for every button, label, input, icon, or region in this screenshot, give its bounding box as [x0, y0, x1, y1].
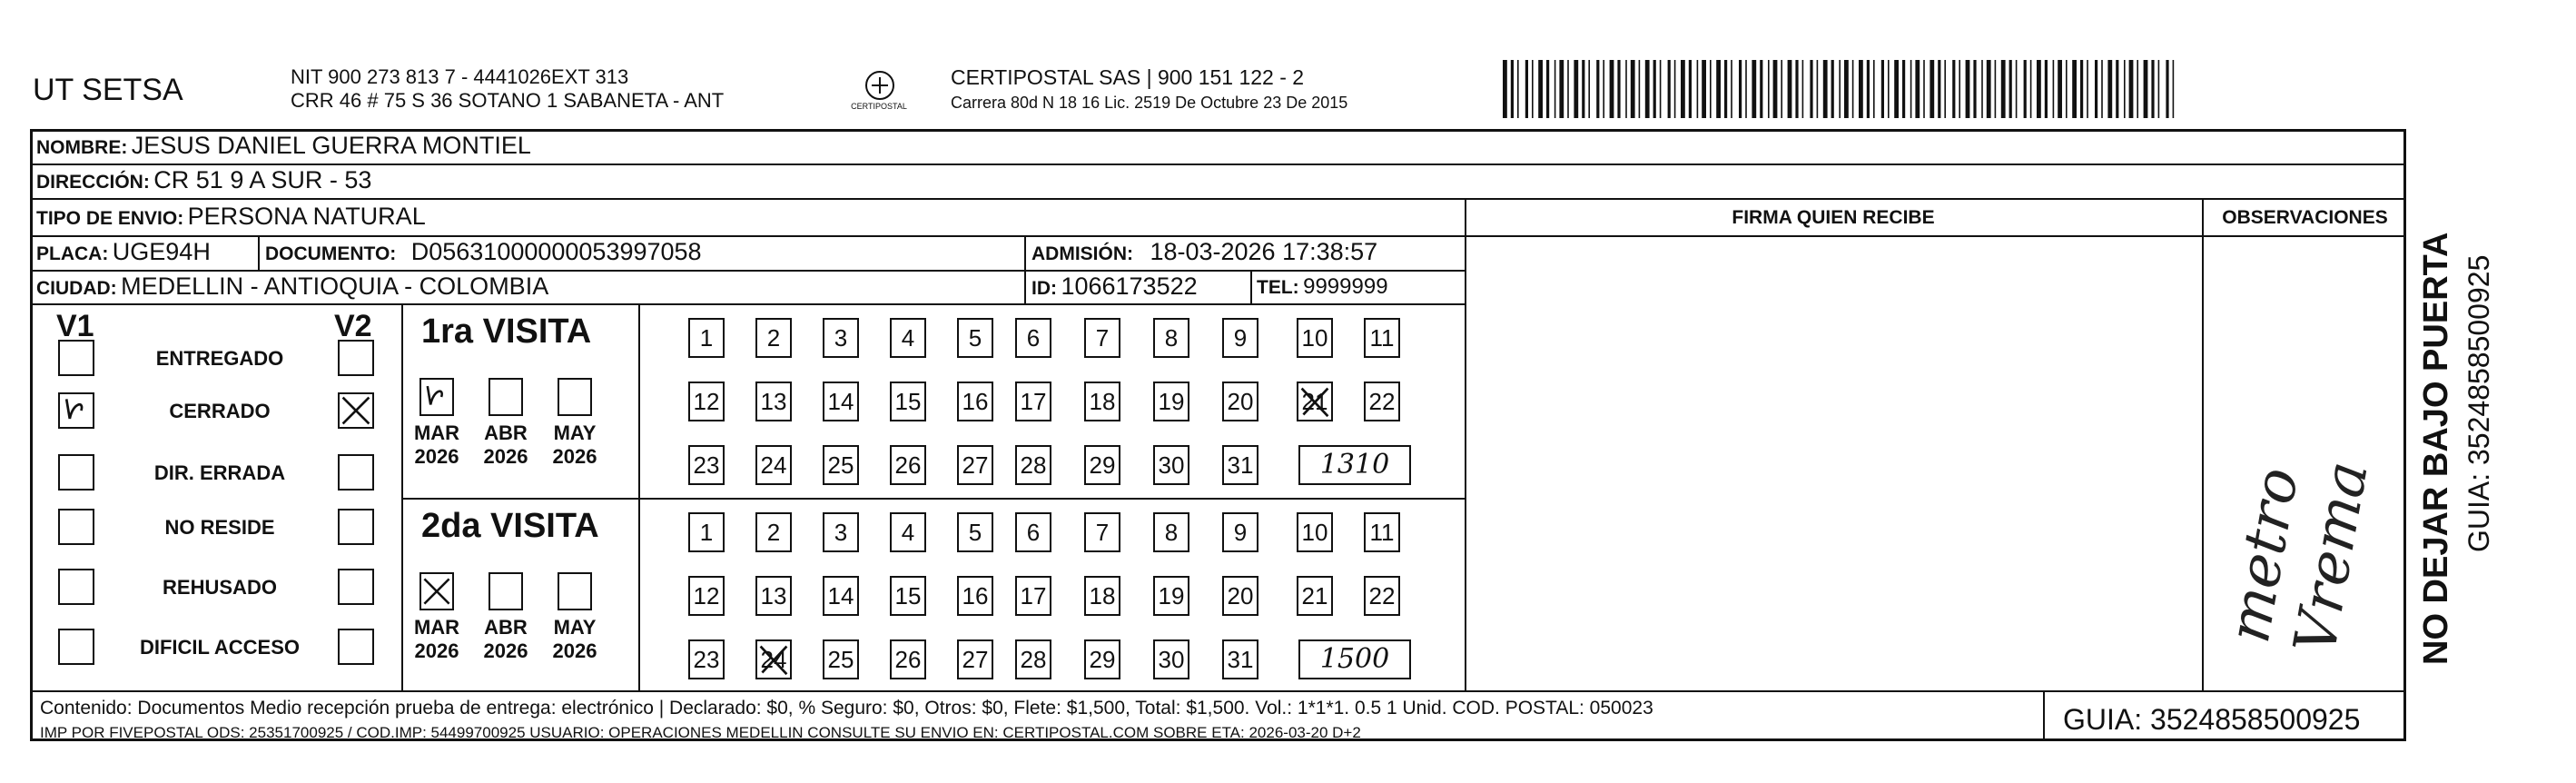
month-label [410, 616, 464, 663]
footer-guia [2063, 703, 2360, 737]
day-box[interactable]: 19 [1153, 576, 1189, 616]
license-line: Carrera 80d N 18 16 Lic. 2519 De Octubre 23 De 2015 [951, 94, 1348, 112]
month-label [548, 421, 602, 469]
barcode-bar [2080, 60, 2083, 118]
barcode-bar [1839, 60, 1841, 118]
tel-label: TEL: [1257, 277, 1299, 298]
direccion-value: CR 51 9 A SUR - 53 [153, 166, 372, 193]
documento-value: D05631000000053997058 [410, 238, 702, 265]
barcode-bar [2045, 60, 2048, 118]
visit-title: 2da VISITA [421, 507, 599, 545]
barcode-bar [1639, 60, 1641, 118]
barcode-bar [2107, 60, 2112, 118]
barcode-bar [2001, 60, 2006, 118]
guia-label: GUIA: [2063, 703, 2143, 736]
barcode-bar [2030, 60, 2032, 118]
day-box[interactable]: 5 [957, 512, 993, 552]
ciudad-value: MEDELLIN - ANTIOQUIA - COLOMBIA [121, 273, 549, 300]
ciudad-row [36, 273, 548, 301]
day-box[interactable]: 26 [890, 639, 926, 679]
visit-title: 1ra VISITA [421, 312, 592, 351]
id-value: 1066173522 [1061, 273, 1198, 300]
day-box[interactable]: 13 [755, 382, 792, 421]
barcode-bar [2137, 60, 2138, 118]
status-label: ENTREGADO [155, 347, 284, 370]
barcode-bar [1987, 60, 1991, 118]
day-box[interactable]: 30 [1153, 639, 1189, 679]
month-checkbox[interactable] [489, 572, 523, 610]
day-box[interactable]: 3 [823, 512, 859, 552]
side-guia: GUIA: 3524858500925 [2462, 254, 2495, 552]
barcode-bar [1981, 60, 1983, 118]
guia-value: 3524858500925 [2150, 703, 2361, 736]
barcode-bar [1567, 60, 1569, 118]
month-checkbox[interactable] [558, 572, 592, 610]
day-box[interactable]: 31 [1222, 445, 1258, 485]
day-box[interactable]: 4 [890, 512, 926, 552]
barcode-bar [1823, 60, 1828, 118]
barcode-bar [1873, 60, 1875, 118]
footer-imp-line: IMP POR FIVEPOSTAL ODS: 25351700925 / COD.IMP: 54499700925 USUARIO: OPERACIONES MEDELLIN CONSULTE SU ENVIO EN: CERTIPOSTAL.COM SOBRE ETA: 2026-03-20 D+2 [40, 724, 1361, 741]
barcode-bar [1915, 60, 1920, 118]
month-year: 2026 [414, 445, 459, 468]
barcode-bar [2166, 60, 2168, 118]
barcode-bar [1588, 60, 1590, 118]
barcode-bar [1645, 60, 1650, 118]
v2-checkbox[interactable] [338, 569, 374, 605]
barcode [1503, 60, 2179, 118]
status-label: REHUSADO [163, 576, 277, 599]
barcode-bar [1517, 60, 1519, 118]
day-box[interactable]: 23 [688, 445, 725, 485]
barcode-bar [2173, 60, 2175, 118]
barcode-bar [2158, 60, 2160, 118]
barcode-bar [1781, 60, 1782, 118]
day-box[interactable]: 21 [1297, 382, 1333, 421]
barcode-bar [1852, 60, 1854, 118]
day-box[interactable]: 6 [1015, 318, 1051, 358]
month-year: 2026 [414, 639, 459, 662]
barcode-bar [1938, 60, 1940, 118]
barcode-bar [1660, 60, 1662, 118]
certipostal-block [951, 65, 1347, 113]
barcode-bar [2058, 60, 2062, 118]
barcode-bar [1596, 60, 1599, 118]
barcode-bar [1689, 60, 1692, 118]
barcode-bar [1739, 60, 1742, 118]
barcode-bar [1752, 60, 1756, 118]
barcode-bar [2144, 60, 2148, 118]
barcode-bar [1603, 60, 1604, 118]
day-box[interactable]: 24 [755, 445, 792, 485]
barcode-bar [2116, 60, 2118, 118]
day-box[interactable]: 7 [1084, 318, 1120, 358]
day-box[interactable]: 23 [688, 639, 725, 679]
barcode-bar [1768, 60, 1770, 118]
barcode-bar [1681, 60, 1685, 118]
admision-label: ADMISIÓN: [1031, 243, 1133, 264]
observaciones-handwriting: metro Vrema [2216, 456, 2382, 659]
day-box[interactable]: 25 [823, 639, 859, 679]
barcode-bar [2124, 60, 2126, 118]
barcode-bar [1511, 60, 1514, 118]
day-box[interactable]: 29 [1084, 639, 1120, 679]
day-box[interactable]: 10 [1297, 512, 1333, 552]
barcode-bar [1788, 60, 1792, 118]
barcode-bar [1503, 60, 1507, 118]
day-box[interactable]: 28 [1015, 445, 1051, 485]
barcode-bar [1831, 60, 1834, 118]
barcode-bar [1902, 60, 1905, 118]
v1-header: V1 [56, 309, 94, 343]
barcode-bar [2151, 60, 2154, 118]
id-label: ID: [1031, 278, 1057, 299]
placa-value: UGE94H [112, 238, 211, 265]
day-box[interactable]: 12 [688, 382, 725, 421]
barcode-bar [1944, 60, 1946, 118]
barcode-bar [1910, 60, 1912, 118]
v1-checkbox[interactable] [58, 454, 94, 491]
v1-checkbox[interactable] [58, 569, 94, 605]
barcode-bar [1966, 60, 1970, 118]
check-mark-icon [60, 394, 93, 427]
day-box[interactable]: 6 [1015, 512, 1051, 552]
barcode-bar [1702, 60, 1706, 118]
day-box[interactable]: 4 [890, 318, 926, 358]
day-box[interactable]: 1 [688, 512, 725, 552]
day-box[interactable]: 18 [1084, 576, 1120, 616]
footer-contents: Contenido: Documentos Medio recepción prueba de entrega: electrónico | Declarado: $0, % Seguro: $0, Otros: $0, Flete: $1,500, Total: $1,500. Vol.: 1*1*1. 0.5 1 Unid. COD. POSTAL: 050023 [40, 698, 1653, 719]
status-label: NO RESIDE [164, 516, 275, 539]
barcode-bar [1959, 60, 1960, 118]
barcode-bar [2129, 60, 2134, 118]
v2-checkbox[interactable] [338, 340, 374, 376]
tipo-label: TIPO DE ENVIO: [36, 208, 184, 229]
v2-checkbox[interactable] [338, 454, 374, 491]
month-year: 2026 [552, 445, 597, 468]
month-checkbox[interactable] [419, 378, 454, 416]
day-box[interactable]: 28 [1015, 639, 1051, 679]
barcode-bar [1625, 60, 1627, 118]
day-box[interactable]: 12 [688, 576, 725, 616]
month-name: MAR [413, 421, 460, 444]
barcode-bar [1817, 60, 1819, 118]
barcode-bar [1844, 60, 1849, 118]
v2-header: V2 [334, 309, 372, 343]
admision-value: 18-03-2026 17:38:57 [1150, 238, 1378, 265]
certipostal-line: CERTIPOSTAL SAS | 900 151 122 - 2 [951, 65, 1305, 89]
day-box[interactable]: 22 [1364, 382, 1400, 421]
month-year: 2026 [483, 639, 528, 662]
month-year: 2026 [552, 639, 597, 662]
barcode-bar [2009, 60, 2012, 118]
placa-label: PLACA: [36, 243, 109, 264]
logo-label: CERTIPOSTAL [851, 102, 907, 111]
ciudad-label: CIUDAD: [36, 278, 117, 299]
barcode-bar [1888, 60, 1890, 118]
barcode-bar [2037, 60, 2041, 118]
admision-row [1031, 238, 1377, 266]
barcode-bar [1930, 60, 1934, 118]
day-box[interactable]: 10 [1297, 318, 1333, 358]
barcode-bar [1538, 60, 1543, 118]
barcode-bar [1731, 60, 1732, 118]
documento-label: DOCUMENTO: [265, 243, 397, 264]
barcode-bar [1653, 60, 1656, 118]
barcode-bar [1610, 60, 1614, 118]
day-box[interactable]: 13 [755, 576, 792, 616]
barcode-bar [1674, 60, 1676, 118]
day-box[interactable]: 22 [1364, 576, 1400, 616]
day-box[interactable]: 15 [890, 382, 926, 421]
day-box[interactable]: 20 [1222, 382, 1258, 421]
nombre-label: NOMBRE: [36, 137, 128, 158]
day-box[interactable]: 29 [1084, 445, 1120, 485]
barcode-bar [1859, 60, 1863, 118]
barcode-bar [1617, 60, 1620, 118]
day-box[interactable]: 7 [1084, 512, 1120, 552]
tel-row [1257, 274, 1388, 300]
day-box[interactable]: 27 [957, 445, 993, 485]
barcode-bar [2087, 60, 2088, 118]
barcode-bar [1697, 60, 1699, 118]
company-name: UT SETSA [33, 73, 183, 107]
day-box[interactable]: 3 [823, 318, 859, 358]
month-name: MAR [413, 616, 460, 639]
barcode-bar [2101, 60, 2103, 118]
month-name: MAY [553, 616, 597, 639]
address-line: CRR 46 # 75 S 36 SOTANO 1 SABANETA - ANT [291, 89, 725, 112]
month-name: ABR [484, 616, 528, 639]
month-label [548, 616, 602, 663]
day-box[interactable]: 16 [957, 576, 993, 616]
day-box[interactable]: 30 [1153, 445, 1189, 485]
firma-header: FIRMA QUIEN RECIBE [1732, 207, 1935, 228]
month-label [410, 421, 464, 469]
day-mark-icon [1298, 383, 1331, 420]
barcode-bar [1724, 60, 1727, 118]
barcode-bar [1631, 60, 1635, 118]
barcode-bar [1923, 60, 1925, 118]
day-box[interactable]: 15 [890, 576, 926, 616]
day-box[interactable]: 14 [823, 382, 859, 421]
day-box[interactable]: 5 [957, 318, 993, 358]
barcode-bar [1995, 60, 1997, 118]
day-box[interactable]: 31 [1222, 639, 1258, 679]
barcode-bar [1710, 60, 1712, 118]
barcode-bar [1525, 60, 1528, 118]
barcode-bar [1546, 60, 1549, 118]
day-box[interactable]: 8 [1153, 512, 1189, 552]
status-label: DIFICIL ACCESO [139, 636, 300, 659]
tipo-value: PERSONA NATURAL [187, 203, 426, 230]
nombre-row [36, 132, 531, 160]
barcode-bar [1881, 60, 1884, 118]
documento-row [265, 238, 702, 266]
month-checkbox[interactable] [558, 378, 592, 416]
placa-row [36, 238, 211, 266]
month-year: 2026 [483, 445, 528, 468]
barcode-bar [1554, 60, 1556, 118]
barcode-bar [1894, 60, 1899, 118]
v1-checkbox[interactable] [58, 392, 94, 429]
nit-line: NIT 900 273 813 7 - 4441026EXT 313 [291, 65, 629, 88]
observaciones-header: OBSERVACIONES [2222, 207, 2388, 228]
cross-mark-icon [340, 394, 372, 427]
barcode-bar [1973, 60, 1976, 118]
day-box[interactable]: 24 [755, 639, 792, 679]
day-box[interactable]: 9 [1222, 318, 1258, 358]
v1-checkbox[interactable] [58, 340, 94, 376]
direccion-label: DIRECCIÓN: [36, 172, 150, 193]
day-box[interactable]: 27 [957, 639, 993, 679]
month-label [479, 616, 533, 663]
barcode-bar [1559, 60, 1564, 118]
barcode-bar [1582, 60, 1584, 118]
v2-checkbox[interactable] [338, 509, 374, 545]
direccion-row [36, 166, 371, 194]
nit-block [291, 65, 724, 113]
barcode-bar [2016, 60, 2018, 118]
barcode-bar [1532, 60, 1534, 118]
day-box[interactable]: 14 [823, 576, 859, 616]
month-label [479, 421, 533, 469]
day-box[interactable]: 17 [1015, 576, 1051, 616]
side-warning: NO DEJAR BAJO PUERTA [2417, 232, 2455, 665]
day-box[interactable]: 26 [890, 445, 926, 485]
id-row [1031, 273, 1198, 301]
tipo-row [36, 203, 426, 231]
day-box[interactable]: 20 [1222, 576, 1258, 616]
barcode-bar [1795, 60, 1798, 118]
barcode-bar [1574, 60, 1578, 118]
barcode-bar [1773, 60, 1778, 118]
day-box[interactable]: 2 [755, 512, 792, 552]
status-label: DIR. ERRADA [153, 461, 286, 484]
month-name: ABR [484, 421, 528, 444]
day-box[interactable]: 19 [1153, 382, 1189, 421]
v1-checkbox[interactable] [58, 629, 94, 665]
day-box[interactable]: 9 [1222, 512, 1258, 552]
tel-value: 9999999 [1303, 274, 1388, 299]
barcode-bar [1802, 60, 1804, 118]
barcode-bar [1867, 60, 1870, 118]
barcode-bar [1668, 60, 1671, 118]
day-box[interactable]: 1 [688, 318, 725, 358]
month-checkbox[interactable] [489, 378, 523, 416]
day-box[interactable]: 8 [1153, 318, 1189, 358]
barcode-bar [2053, 60, 2055, 118]
barcode-bar [1952, 60, 1955, 118]
day-mark-icon [757, 641, 790, 678]
month-name: MAY [553, 421, 597, 444]
barcode-bar [2066, 60, 2068, 118]
status-label: CERRADO [169, 400, 271, 422]
day-box[interactable]: 21 [1297, 576, 1333, 616]
day-box[interactable]: 11 [1364, 512, 1400, 552]
v1-checkbox[interactable] [58, 509, 94, 545]
day-box[interactable]: 16 [957, 382, 993, 421]
v2-checkbox[interactable] [338, 629, 374, 665]
cross-mark-icon [421, 574, 452, 609]
barcode-bar [1745, 60, 1747, 118]
day-box[interactable]: 11 [1364, 318, 1400, 358]
check-mark-icon [421, 380, 452, 414]
barcode-bar [1810, 60, 1812, 118]
barcode-bar [1760, 60, 1762, 118]
time-box: 1500 [1298, 639, 1411, 679]
nombre-value: JESUS DANIEL GUERRA MONTIEL [131, 132, 531, 159]
barcode-bar [2072, 60, 2077, 118]
barcode-bar [2024, 60, 2027, 118]
barcode-bar [2095, 60, 2097, 118]
time-box: 1310 [1298, 445, 1411, 485]
month-checkbox[interactable] [419, 572, 454, 610]
day-box[interactable]: 18 [1084, 382, 1120, 421]
day-box[interactable]: 2 [755, 318, 792, 358]
barcode-bar [1716, 60, 1721, 118]
day-box[interactable]: 17 [1015, 382, 1051, 421]
v2-checkbox[interactable] [338, 392, 374, 429]
day-box[interactable]: 25 [823, 445, 859, 485]
